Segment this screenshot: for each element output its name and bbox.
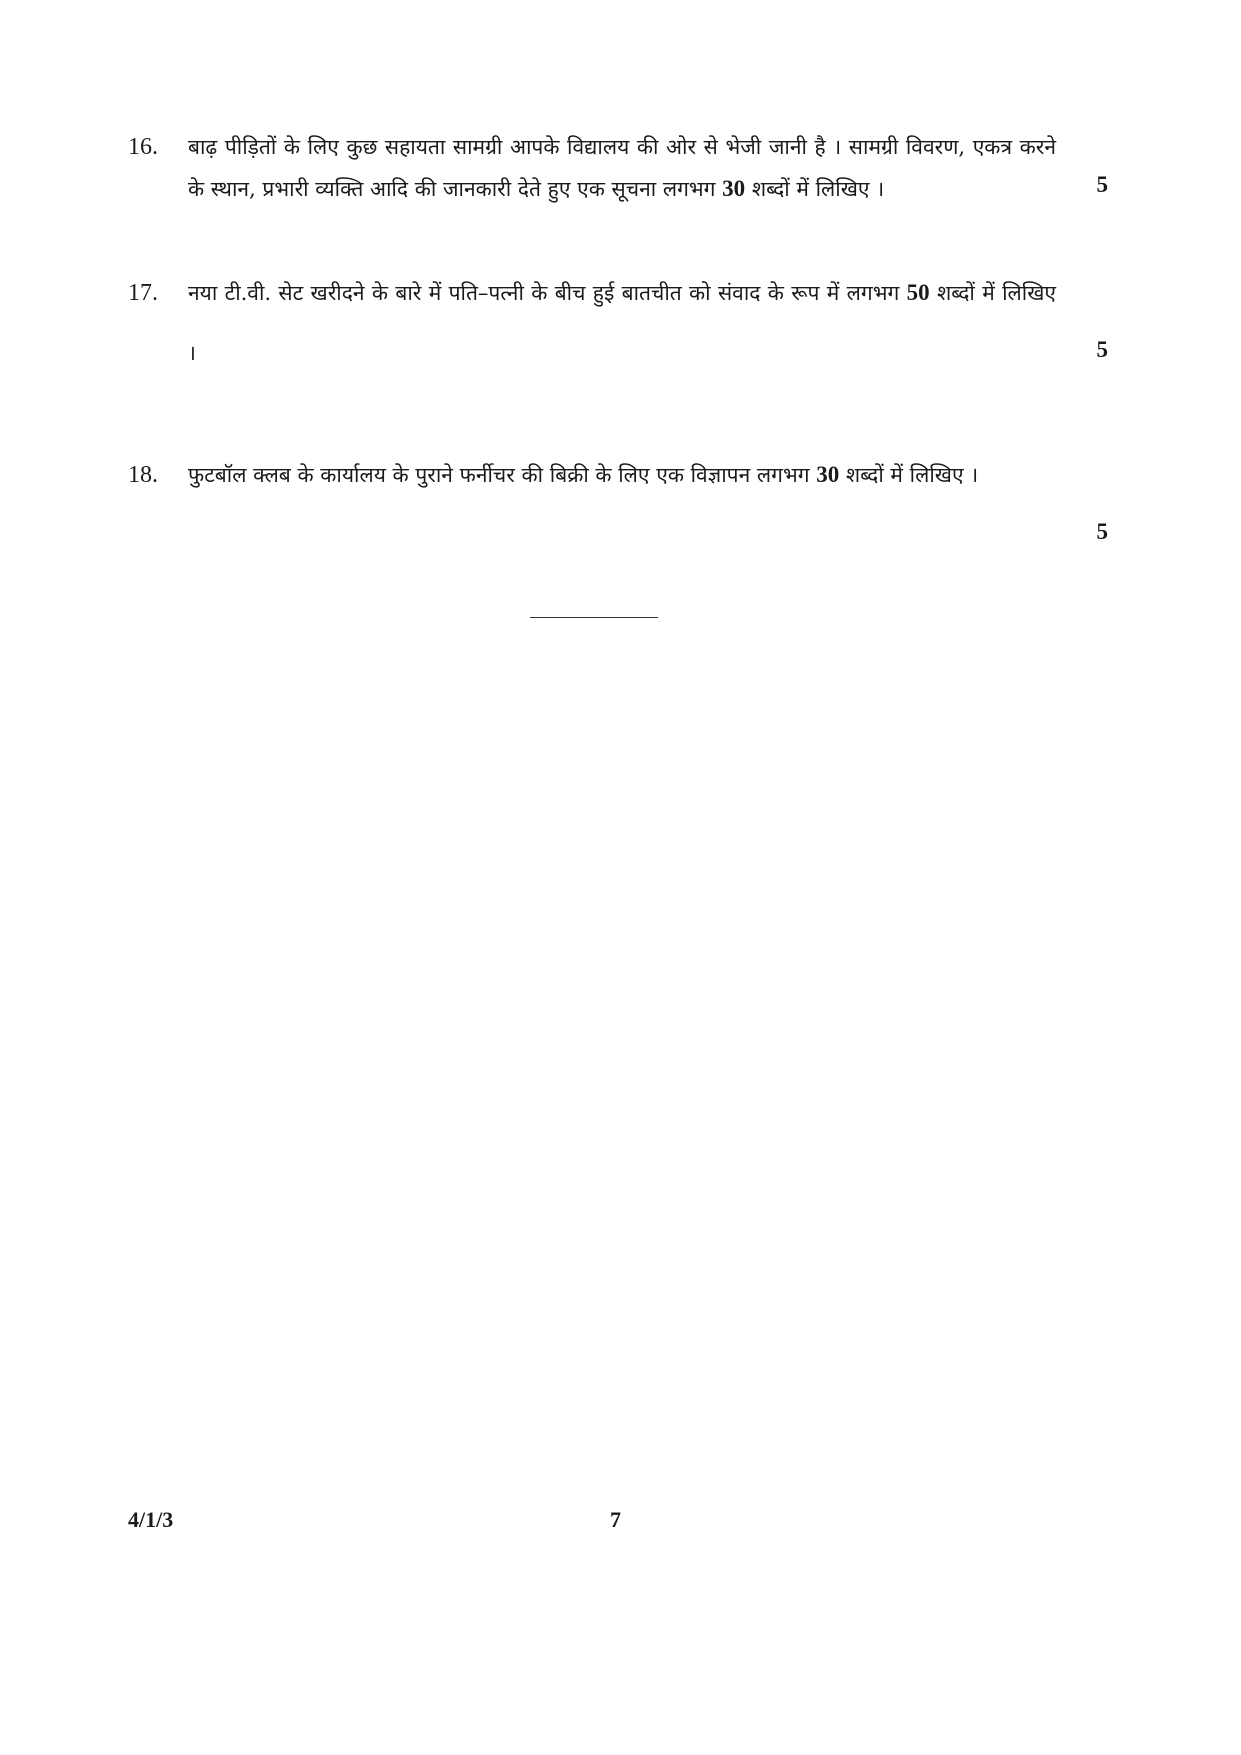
question-18 [128, 454, 1108, 554]
question-marks: 5 [1096, 172, 1108, 197]
question-number: 18. [128, 462, 158, 488]
question-number: 16. [128, 134, 158, 160]
question-text: बाढ़ पीड़ितों के लिए कुछ सहायता सामग्री आपके विद्यालय की ओर से भेजी जानी है । सामग्री विवरण, एकत्र करने के स्थान, प्रभारी व्यक्ति आदि की जानकारी देते हुए एक सूचना लगभग 30 शब्दों में लिखिए । [188, 135, 1056, 201]
question-marks: 5 [1096, 337, 1108, 362]
question-17 [128, 272, 1108, 372]
end-divider [530, 617, 658, 618]
question-text: नया टी.वी. सेट खरीदने के बारे में पति–पत्नी के बीच हुई बातचीत को संवाद के रूप में लगभग 50 शब्दों में लिखिए । [188, 280, 1056, 365]
question-16 [128, 126, 1108, 216]
question-marks: 5 [1096, 519, 1108, 544]
page-number: 7 [610, 1507, 621, 1532]
question-text: फुटबॉल क्लब के कार्यालय के पुराने फर्नीचर की बिक्री के लिए एक विज्ञापन लगभग 30 शब्दों में लिखिए । [188, 462, 979, 487]
question-number: 17. [128, 280, 158, 306]
paper-code: 4/1/3 [128, 1507, 174, 1532]
